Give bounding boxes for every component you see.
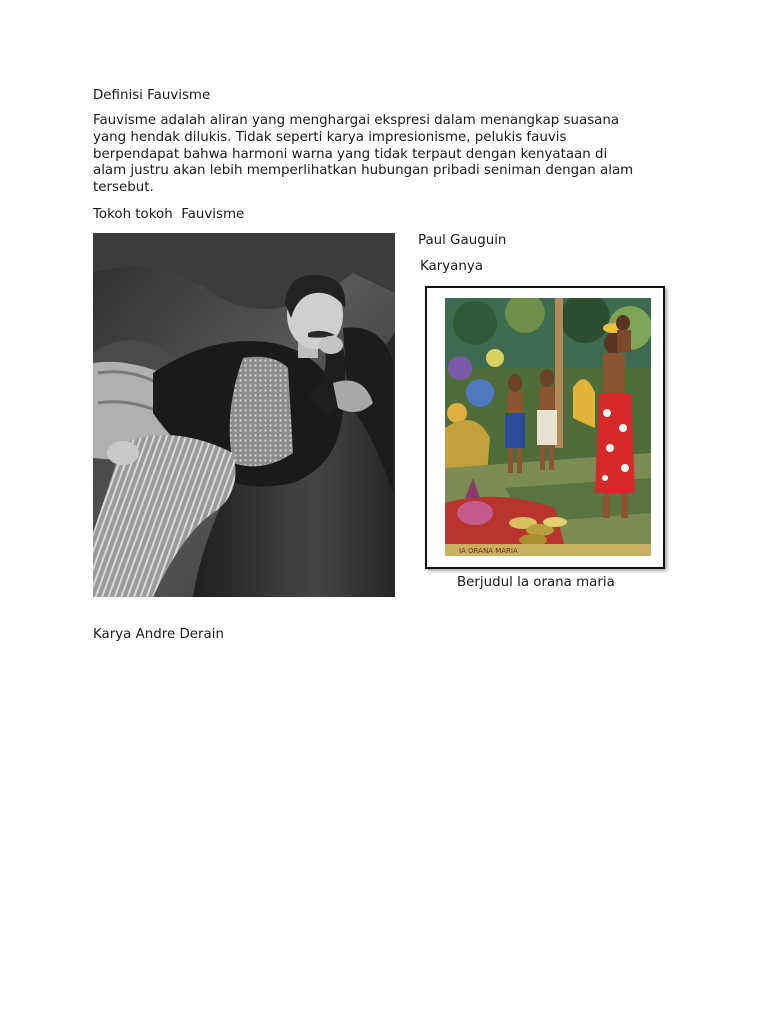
- portrait-illustration: [93, 233, 395, 597]
- paragraph-line: yang hendak dilukis. Tidak seperti karya impresionisme, pelukis fauvis: [93, 129, 567, 145]
- artist-name: Paul Gauguin: [418, 233, 507, 248]
- paragraph-line: berpendapat bahwa harmoni warna yang tidak terpaut dengan kenyataan di: [93, 146, 608, 162]
- painting-illustration: [445, 298, 651, 556]
- definition-paragraph: [93, 113, 683, 197]
- paragraph-line: alam justru akan lebih memperlihatkan hubungan pribadi seniman dengan alam: [93, 163, 634, 179]
- painting-inscription: IA ORANA MARIA: [459, 547, 518, 555]
- paragraph-line: tersebut.: [93, 180, 154, 196]
- painting-image: [445, 298, 651, 556]
- painting-frame: [425, 286, 665, 569]
- works-label: Karyanya: [420, 259, 484, 274]
- portrait-photo: [93, 233, 395, 597]
- paragraph-line: Fauvisme adalah aliran yang menghargai ekspresi dalam menangkap suasana: [93, 113, 620, 128]
- section-heading: Definisi Fauvisme: [93, 88, 211, 103]
- painting-caption: Berjudul la orana maria: [457, 575, 615, 590]
- figures-label: Tokoh tokoh Fauvisme: [93, 207, 245, 222]
- next-section-heading: Karya Andre Derain: [93, 627, 224, 642]
